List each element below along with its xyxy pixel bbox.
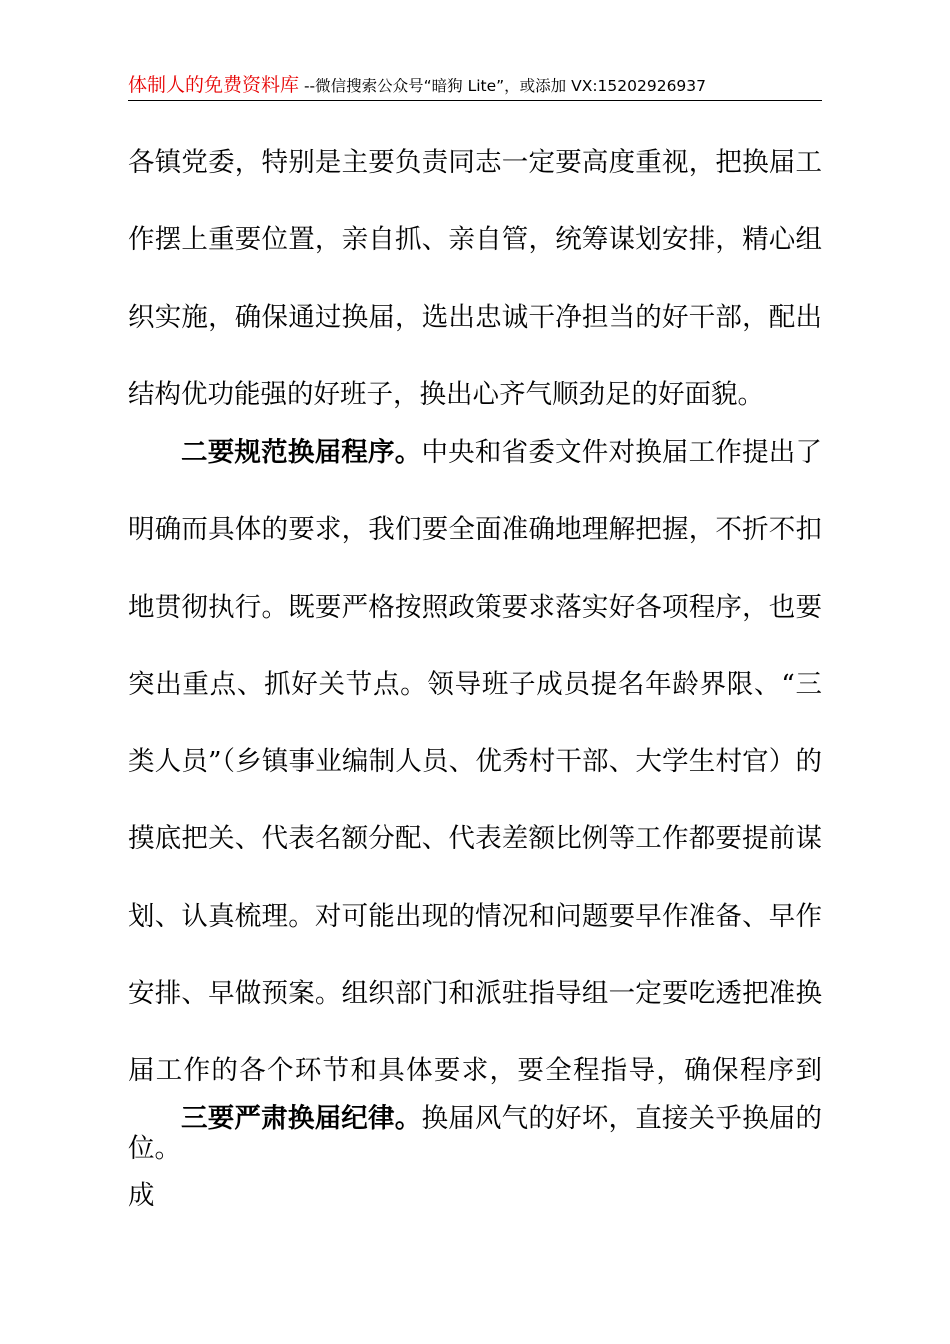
paragraph-1	[128, 124, 822, 433]
paragraph-2-heading: 二要规范换届程序。	[181, 437, 422, 468]
header-brand: 体制人的免费资料库	[128, 74, 300, 96]
paragraph-2-text: 中央和省委文件对换届工作提出了明确而具体的要求，我们要全面准确地理解把握，不折不扣地贯彻执行。既要严格按照政策要求落实好各项程序，也要突出重点、抓好关节点。领导班子成员提名年龄界限、“三类人员”（乡镇事业编制人员、优秀村干部、大学生村官）的摸底把关、代表名额分配、代表差额比例等工作都要提前谋划、认真梳理。对可能出现的情况和问题要早作准备、早作安排、早做预案。组织部门和派驻指导组一定要吃透把准换届工作的各个环节和具体要求，要全程指导，确保程序到位。	[128, 437, 823, 1164]
paragraph-1-text: 各镇党委，特别是主要负责同志一定要高度重视，把换届工作摆上重要位置，亲自抓、亲自管，统筹谋划安排，精心组织实施，确保通过换届，选出忠诚干净担当的好干部，配出结构优功能强的好班子，换出心齐气顺劲足的好面貌。	[128, 147, 822, 410]
page-header	[128, 70, 822, 101]
paragraph-3-heading: 三要严肃换届纪律。	[181, 1103, 422, 1134]
paragraph-3-text: 换届风气的好坏，直接关乎换届的成	[128, 1103, 823, 1212]
header-slogan: --微信搜索公众号“暗狗 Lite”，或添加 VX:15202926937	[299, 77, 707, 95]
paragraph-3	[128, 1080, 822, 1235]
paragraph-2	[128, 414, 822, 1187]
